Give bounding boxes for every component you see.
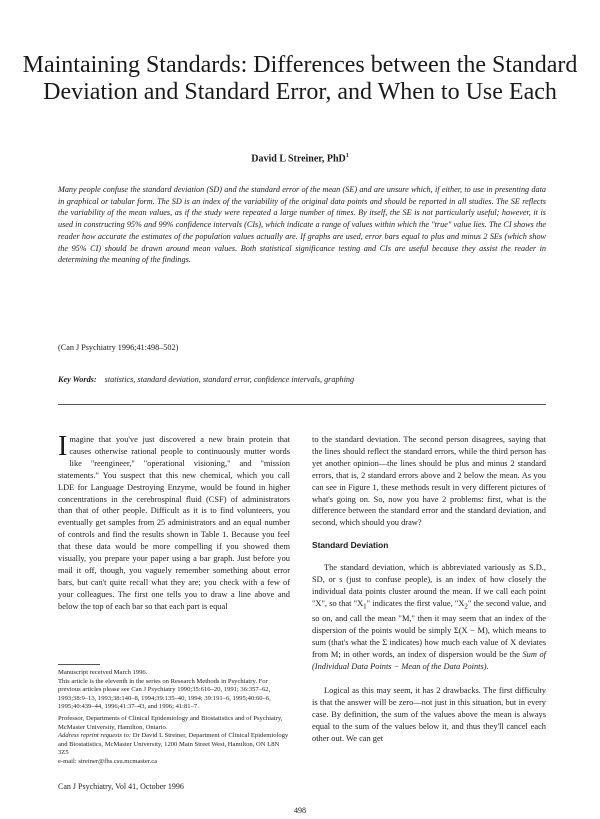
sd-text-1: The standard deviation, which is abbreviated variously as S.D., SD, or s (just to confuse people), is an index of how closely the individual data points cluster around the mean. If we call each point "X", so that "X (312, 563, 546, 608)
footnote-series: This article is the eleventh in the series on Research Methods in Psychiatry. For previous articles please see Can J Psychiatry 1990;35:616–20, 1991; 36:357–62, 1993;38:9–13, 1993;38:140–8, 1994;39:135–40, 1994; 39:191–6, 1995;40:60–6, 1995;40:439–44, 1996;41:37–43, and 1996; 41:81–7. (58, 677, 271, 711)
sd-paragraph (312, 562, 546, 673)
page-number: 498 (294, 806, 306, 815)
intro-paragraph (58, 431, 290, 613)
sd-text-2: " indicates the first value, "X (366, 598, 465, 608)
subscript-1: 1 (363, 602, 367, 611)
article-title: Maintaining Standards: Differences between the Standard Deviation and Standard Error, and When to Use Each (22, 52, 578, 105)
keywords-label: Key Words: (58, 375, 97, 384)
abstract: Many people confuse the standard deviation (SD) and the standard error of the mean (SE) and are unsure which, if either, to use in presenting data in graphical or tabular form. The SD is an index of the variability of the original data points and should be reported in all studies. The SE reflects the variability of the mean values, as if the study were repeated a large number of times. By itself, the SE is not particularly useful; however, it is used in constructing 95% and 99% confidence intervals (CIs), which indicate a range of values within which the "true" value lies. The CI shows the reader how accurate the estimates of the population values actually are. If graphs are used, error bars equal to plus and minus 2 SEs (which show the 95% CI) should be drawn around mean values. Both statistical significance testing and CIs are useful because they assist the reader in determining the meaning of the findings. (58, 185, 546, 265)
author-line (0, 153, 600, 164)
keywords-value: statistics, standard deviation, standard error, confidence intervals, graphing (104, 375, 355, 384)
right-column (312, 434, 546, 745)
footnote-received: Manuscript received March 1996. (58, 669, 148, 676)
address-text: Dr David L Streiner, Department of Clinical Epidemiology and Biostatistics, McMaster University, 1200 Main Street West, Hamilton, ON L8N 3Z5 (58, 732, 289, 757)
footnote-address (58, 732, 290, 758)
section-heading: Standard Deviation (312, 540, 389, 551)
section-divider (58, 404, 546, 405)
footnotes (58, 669, 290, 767)
left-column (58, 431, 290, 613)
citation: (Can J Psychiatry 1996;41:498–502) (58, 343, 179, 352)
address-label: Address reprint requests to: (58, 732, 132, 740)
footnote-divider (58, 664, 100, 665)
subscript-2: 2 (464, 602, 468, 611)
drop-cap: I (58, 431, 68, 462)
intro-text: magine that you've just discovered a new brain protein that causes otherwise rational people to continuously mutter words like "reengineer," "operational visioning," and "mission statements." You suspect that this new chemical, which you call LDE for Language Destroying Enzyme, would be found in higher concentrations in the cerebrospinal fluid (CSF) of administrators than that of other people. Difficult as it is to find volunteers, you eventually get samples from 25 administrators and an equal number of controls and find the results shown in Table 1. Because you feel that these data would be more compelling if you showed them visually, you prepare your paper using a bar graph. Just before you mail it off, though, you vaguely remember something about error bars, but can't quite recall what they are; you check with a few of your colleagues. The first one tells you to draw a line above and below the top of each bar so that each part is equal (58, 435, 290, 611)
author-note-marker: 1 (345, 153, 349, 159)
journal-footer: Can J Psychiatry, Vol 41, October 1996 (58, 782, 184, 791)
intro-continued-paragraph: to the standard deviation. The second person disagrees, saying that the lines should reflect the standard errors, while the third person has yet another opinion—the lines should be plus and minus 2 standard errors, that is, 2 standard errors above and 2 below the mean. As you can see in Figure 1, these methods result in very different pictures of what's going on. So, now you have 2 problems: first, what is the difference between the standard error and the standard deviation, and second, which should you draw? (312, 435, 546, 528)
footnote-email: e-mail: streiner@fhs.csu.mcmaster.ca (58, 757, 158, 765)
drawbacks-paragraph: Logical as this may seem, it has 2 drawbacks. The first difficulty is that the answer will be zero—not just in this situation, but in every case. By definition, the sum of the values above the mean is always equal to the sum of the values below it, and thus they'll cancel each other out. We can get (312, 685, 546, 743)
keywords (58, 375, 354, 384)
sd-text-emphasis: Sum of (Individual Data Points − Mean of the Data Points). (312, 650, 546, 672)
author-name: David L Streiner, PhD (251, 153, 346, 165)
footnote-affiliation: Professor, Departments of Clinical Epidemiology and Biostatistics and of Psychiatry, McMaster University, Hamilton, Ontario. (58, 714, 283, 731)
sd-text-3: " the second value, and so on, and call the mean "M," then it may seem that an index of the dispersion of the points would be simply Σ(X − M), which means to sum (that's what the Σ indicates) how much each value of X deviates from M; in other words, an index of dispersion would be the (312, 598, 547, 660)
